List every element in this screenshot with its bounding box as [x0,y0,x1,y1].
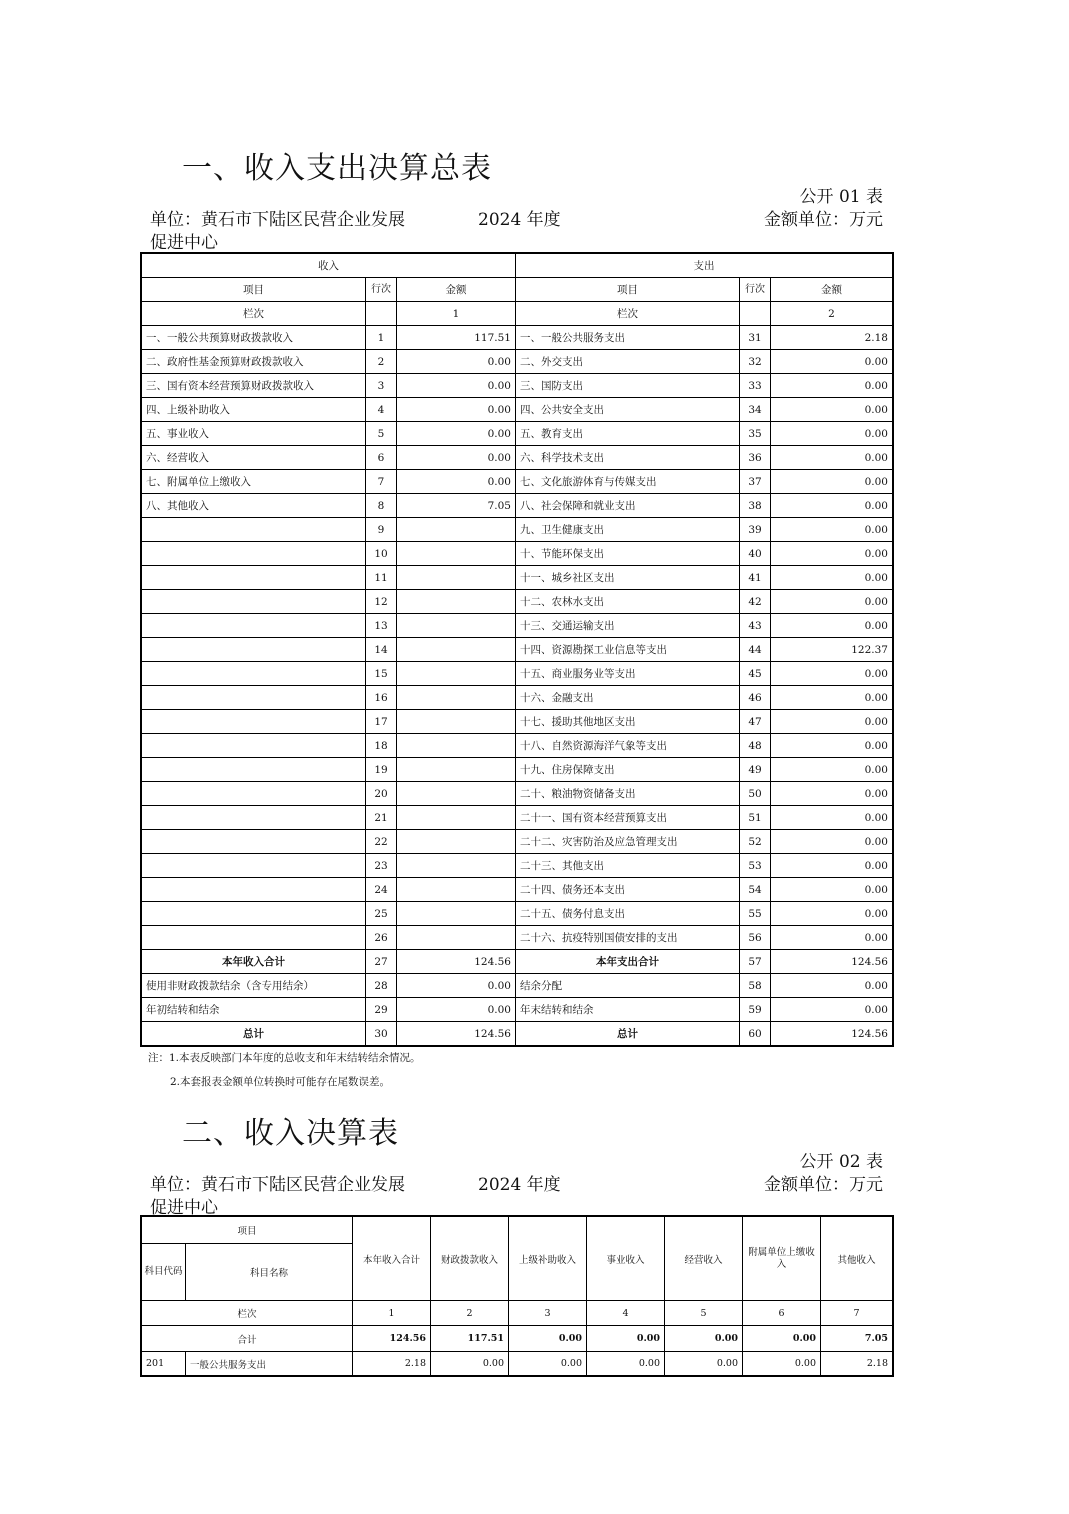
income-row-number: 19 [366,758,397,782]
income-row-number: 12 [366,590,397,614]
income-item: 七、附属单位上缴收入 [142,470,366,494]
unit-name: 单位：黄石市下陆区民营企业发展 [150,210,405,230]
row-value: 2.18 [821,1352,893,1376]
income-row-number: 16 [366,686,397,710]
expense-amount-header: 金额 [771,278,893,302]
income-amount [397,878,516,902]
expense-item: 二十三、其他支出 [516,854,740,878]
income-header: 收入 [142,254,516,278]
unit-name-2: 单位：黄石市下陆区民营企业发展 [150,1175,405,1195]
table-row [142,446,893,470]
income-item [142,782,366,806]
expense-amount: 0.00 [771,806,893,830]
expense-row-number: 42 [740,590,771,614]
col-header-affiliated: 附属单位上缴收入 [743,1217,821,1301]
col-num: 7 [821,1301,893,1326]
expense-item: 六、科学技术支出 [516,446,740,470]
table-row [142,350,893,374]
expense-amount: 0.00 [771,350,893,374]
expense-row-number: 56 [740,926,771,950]
total-value: 0.00 [665,1326,743,1352]
expense-row-number: 60 [740,1022,771,1046]
income-item: 一、一般公共预算财政拨款收入 [142,326,366,350]
expense-amount: 0.00 [771,422,893,446]
table-row [142,638,893,662]
income-row-number: 2 [366,350,397,374]
total-value: 7.05 [821,1326,893,1352]
row-value: 0.00 [665,1352,743,1376]
income-row-number: 24 [366,878,397,902]
expense-item: 二十二、灾害防治及应急管理支出 [516,830,740,854]
expense-col-number: 2 [771,302,893,326]
expense-row-number: 37 [740,470,771,494]
expense-item: 一、一般公共服务支出 [516,326,740,350]
empty-cell [740,302,771,326]
income-item: 使用非财政拨款结余（含专用结余） [142,974,366,998]
income-row-number: 1 [366,326,397,350]
expense-item: 七、文化旅游体育与传媒支出 [516,470,740,494]
expense-item: 十六、金融支出 [516,686,740,710]
expense-item: 本年支出合计 [516,950,740,974]
income-row-number: 28 [366,974,397,998]
col-num: 6 [743,1301,821,1326]
income-item [142,566,366,590]
expense-row-number: 51 [740,806,771,830]
expense-item: 二、外交支出 [516,350,740,374]
subject-name: 一般公共服务支出 [186,1352,353,1376]
income-amount [397,662,516,686]
amount-unit: 金额单位：万元 [764,210,883,230]
income-final-table [141,1216,893,1376]
income-item: 总计 [142,1022,366,1046]
table-row [142,758,893,782]
expense-header: 支出 [516,254,893,278]
table-row [142,662,893,686]
income-amount: 0.00 [397,974,516,998]
income-amount [397,758,516,782]
total-value: 124.56 [353,1326,431,1352]
table-row [142,878,893,902]
col-num: 4 [587,1301,665,1326]
expense-item: 十九、住房保障支出 [516,758,740,782]
expense-item: 年末结转和结余 [516,998,740,1022]
income-row-number: 3 [366,374,397,398]
expense-item: 二十四、债务还本支出 [516,878,740,902]
table-row [142,542,893,566]
col-header-fiscal: 财政拨款收入 [431,1217,509,1301]
income-item [142,710,366,734]
income-row-number: 18 [366,734,397,758]
income-item [142,854,366,878]
income-amount: 0.00 [397,998,516,1022]
income-amount [397,782,516,806]
income-amount [397,830,516,854]
expense-row-number: 33 [740,374,771,398]
expense-row-number: 55 [740,902,771,926]
col-header-total: 本年收入合计 [353,1217,431,1301]
row-value: 0.00 [743,1352,821,1376]
expense-amount: 0.00 [771,614,893,638]
expense-row-number: 45 [740,662,771,686]
income-item: 年初结转和结余 [142,998,366,1022]
income-row-number: 14 [366,638,397,662]
table-row [142,854,893,878]
expense-row-number: 57 [740,950,771,974]
row-value: 0.00 [509,1352,587,1376]
expense-item: 九、卫生健康支出 [516,518,740,542]
note-2: 2.本套报表金额单位转换时可能存在尾数误差。 [170,1076,391,1088]
table-row [142,398,893,422]
code-header: 科目代码 [142,1244,186,1301]
income-amount [397,686,516,710]
expense-amount: 0.00 [771,470,893,494]
income-row-number: 13 [366,614,397,638]
empty-cell [366,302,397,326]
income-row-number: 9 [366,518,397,542]
income-row-number: 20 [366,782,397,806]
expense-row-number: 53 [740,854,771,878]
income-item: 五、事业收入 [142,422,366,446]
expense-amount: 0.00 [771,374,893,398]
expense-item: 十八、自然资源海洋气象等支出 [516,734,740,758]
note-1: 注：1.本表反映部门本年度的总收支和年末结转结余情况。 [148,1052,421,1064]
expense-row-number: 58 [740,974,771,998]
subject-code: 201 [142,1352,186,1376]
col-header-operating: 经营收入 [665,1217,743,1301]
expense-item: 十四、资源勘探工业信息等支出 [516,638,740,662]
table-row [142,806,893,830]
expense-amount: 0.00 [771,686,893,710]
table-row [142,614,893,638]
table-row [142,710,893,734]
row-value: 0.00 [587,1352,665,1376]
income-row-number: 29 [366,998,397,1022]
expense-amount: 0.00 [771,734,893,758]
unit-name-cont: 促进中心 [150,233,218,253]
unit-name-2-cont: 促进中心 [150,1198,218,1218]
income-item [142,614,366,638]
expense-row-number: 59 [740,998,771,1022]
income-col-label: 栏次 [142,302,366,326]
expense-row-number: 40 [740,542,771,566]
expense-amount: 0.00 [771,878,893,902]
table-row [142,374,893,398]
total-value: 117.51 [431,1326,509,1352]
income-amount: 124.56 [397,1022,516,1046]
income-amount [397,638,516,662]
expense-item: 总计 [516,1022,740,1046]
income-row-number: 11 [366,566,397,590]
income-item [142,542,366,566]
row-value: 2.18 [353,1352,431,1376]
income-amount: 0.00 [397,398,516,422]
expense-row-number: 32 [740,350,771,374]
table-row [142,734,893,758]
expense-item: 四、公共安全支出 [516,398,740,422]
table-row [142,902,893,926]
table-row [142,470,893,494]
table-row [142,518,893,542]
expense-amount: 0.00 [771,398,893,422]
fiscal-year-2: 2024 年度 [478,1175,561,1195]
income-item: 本年收入合计 [142,950,366,974]
expense-item: 结余分配 [516,974,740,998]
expense-item: 五、教育支出 [516,422,740,446]
income-amount [397,614,516,638]
table-row [142,974,893,998]
table-row [142,926,893,950]
income-expense-summary-table [141,253,893,1046]
income-row-number: 27 [366,950,397,974]
expense-row-number: 35 [740,422,771,446]
table-row [142,590,893,614]
amount-unit-2: 金额单位：万元 [764,1175,883,1195]
expense-row-number: 52 [740,830,771,854]
income-item: 二、政府性基金预算财政拨款收入 [142,350,366,374]
expense-amount: 0.00 [771,446,893,470]
income-row-number: 30 [366,1022,397,1046]
item-header: 项目 [142,1217,353,1244]
income-item: 六、经营收入 [142,446,366,470]
table-row [142,782,893,806]
col-num: 2 [431,1301,509,1326]
expense-row-number: 39 [740,518,771,542]
expense-row-number: 47 [740,710,771,734]
total-label: 合计 [142,1326,353,1352]
income-item [142,686,366,710]
income-item: 八、其他收入 [142,494,366,518]
expense-item: 十五、商业服务业等支出 [516,662,740,686]
expense-row-header: 行次 [740,278,771,302]
expense-amount: 0.00 [771,998,893,1022]
income-row-number: 5 [366,422,397,446]
income-amount: 0.00 [397,446,516,470]
total-value: 0.00 [587,1326,665,1352]
income-item [142,518,366,542]
section2-title: 二、收入决算表 [182,1116,399,1151]
income-item [142,878,366,902]
expense-item: 二十、粮油物资储备支出 [516,782,740,806]
expense-amount: 0.00 [771,494,893,518]
income-item [142,902,366,926]
income-amount [397,566,516,590]
expense-item: 二十五、债务付息支出 [516,902,740,926]
col-header-other: 其他收入 [821,1217,893,1301]
income-item [142,926,366,950]
income-row-number: 10 [366,542,397,566]
fiscal-year: 2024 年度 [478,210,561,230]
table-row [142,566,893,590]
col-num: 1 [353,1301,431,1326]
income-item [142,590,366,614]
col-num: 3 [509,1301,587,1326]
income-item [142,734,366,758]
expense-amount: 0.00 [771,518,893,542]
row-value: 0.00 [431,1352,509,1376]
income-amount [397,518,516,542]
expense-item: 十、节能环保支出 [516,542,740,566]
income-row-number: 6 [366,446,397,470]
expense-row-number: 41 [740,566,771,590]
expense-row-number: 49 [740,758,771,782]
expense-amount: 0.00 [771,542,893,566]
expense-amount: 124.56 [771,1022,893,1046]
col-num: 5 [665,1301,743,1326]
income-amount: 7.05 [397,494,516,518]
table-row [142,494,893,518]
expense-amount: 0.00 [771,974,893,998]
table-number-2: 公开 02 表 [799,1152,883,1172]
expense-item: 三、国防支出 [516,374,740,398]
expense-amount: 124.56 [771,950,893,974]
table-row [142,830,893,854]
table-row [142,998,893,1022]
expense-row-number: 46 [740,686,771,710]
table-row [142,422,893,446]
income-amount: 0.00 [397,422,516,446]
expense-row-number: 48 [740,734,771,758]
expense-amount: 0.00 [771,758,893,782]
income-amount: 0.00 [397,374,516,398]
total-value: 0.00 [509,1326,587,1352]
income-amount [397,854,516,878]
expense-col-label: 栏次 [516,302,740,326]
col-header-business: 事业收入 [587,1217,665,1301]
expense-row-number: 38 [740,494,771,518]
income-item [142,638,366,662]
income-row-number: 23 [366,854,397,878]
income-amount [397,542,516,566]
expense-item: 十一、城乡社区支出 [516,566,740,590]
expense-amount: 0.00 [771,854,893,878]
expense-row-number: 36 [740,446,771,470]
table-row [142,326,893,350]
expense-amount: 0.00 [771,590,893,614]
income-amount-header: 金额 [397,278,516,302]
income-row-number: 25 [366,902,397,926]
expense-item-header: 项目 [516,278,740,302]
income-row-number: 15 [366,662,397,686]
table-row [142,1022,893,1046]
expense-item: 二十一、国有资本经营预算支出 [516,806,740,830]
expense-amount: 0.00 [771,566,893,590]
income-amount [397,926,516,950]
table-number: 公开 01 表 [799,187,883,207]
table-row [142,686,893,710]
income-row-number: 4 [366,398,397,422]
income-row-number: 17 [366,710,397,734]
expense-amount: 0.00 [771,926,893,950]
expense-item: 十七、援助其他地区支出 [516,710,740,734]
income-row-header: 行次 [366,278,397,302]
col-label: 栏次 [142,1301,353,1326]
expense-amount: 2.18 [771,326,893,350]
income-row-number: 21 [366,806,397,830]
expense-row-number: 50 [740,782,771,806]
name-header: 科目名称 [186,1244,353,1301]
expense-amount: 0.00 [771,782,893,806]
income-row-number: 22 [366,830,397,854]
expense-item: 八、社会保障和就业支出 [516,494,740,518]
income-item [142,806,366,830]
col-header-superior: 上级补助收入 [509,1217,587,1301]
income-col-number: 1 [397,302,516,326]
table-row [142,950,893,974]
expense-amount: 0.00 [771,662,893,686]
income-item-header: 项目 [142,278,366,302]
income-amount [397,710,516,734]
income-amount: 117.51 [397,326,516,350]
expense-item: 十二、农林水支出 [516,590,740,614]
expense-amount: 122.37 [771,638,893,662]
expense-row-number: 54 [740,878,771,902]
total-value: 0.00 [743,1326,821,1352]
income-row-number: 8 [366,494,397,518]
income-item: 四、上级补助收入 [142,398,366,422]
income-amount [397,902,516,926]
income-amount [397,734,516,758]
income-amount: 124.56 [397,950,516,974]
expense-row-number: 34 [740,398,771,422]
income-item [142,662,366,686]
expense-amount: 0.00 [771,830,893,854]
expense-row-number: 44 [740,638,771,662]
expense-row-number: 43 [740,614,771,638]
income-item [142,830,366,854]
income-item: 三、国有资本经营预算财政拨款收入 [142,374,366,398]
expense-amount: 0.00 [771,902,893,926]
income-item [142,758,366,782]
expense-item: 二十六、抗疫特别国债安排的支出 [516,926,740,950]
income-row-number: 7 [366,470,397,494]
expense-row-number: 31 [740,326,771,350]
expense-item: 十三、交通运输支出 [516,614,740,638]
income-amount: 0.00 [397,470,516,494]
income-amount: 0.00 [397,350,516,374]
income-row-number: 26 [366,926,397,950]
income-amount [397,590,516,614]
income-amount [397,806,516,830]
section1-title: 一、收入支出决算总表 [182,151,492,186]
expense-amount: 0.00 [771,710,893,734]
